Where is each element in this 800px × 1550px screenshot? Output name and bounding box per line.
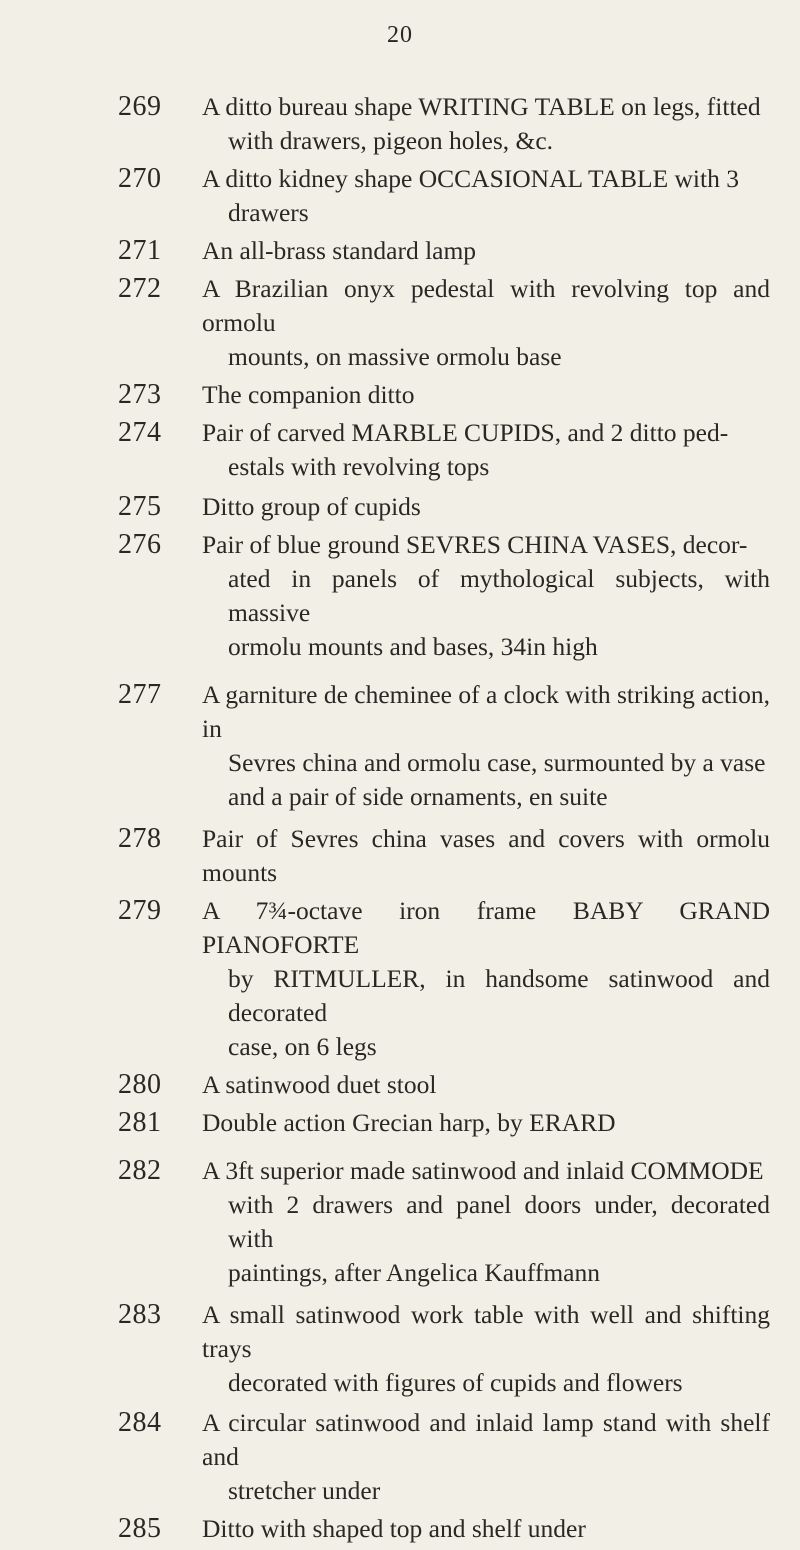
lot-description-line: A ditto kidney shape OCCASIONAL TABLE with 3 — [202, 164, 739, 193]
lot-entry — [0, 678, 800, 814]
lot-description-line: Double action Grecian harp, by ERARD — [202, 1108, 616, 1137]
lot-description-line: and a pair of side ornaments, en suite — [228, 782, 608, 811]
lot-entry — [0, 90, 800, 158]
lot-description — [202, 1068, 770, 1102]
lot-number: 283 — [118, 1299, 162, 1330]
lot-description — [202, 1298, 770, 1400]
lot-description-line: drawers — [228, 198, 309, 227]
lot-description — [202, 90, 770, 158]
lot-description — [202, 894, 770, 1064]
lot-description-line: Ditto group of cupids — [202, 492, 421, 521]
lot-description-line: A 7¾-octave iron frame BABY GRAND PIANOFORTE — [202, 896, 770, 959]
lot-number: 269 — [118, 91, 162, 122]
lot-number: 279 — [118, 895, 162, 926]
lot-number: 278 — [118, 823, 162, 854]
lot-description-line: A circular satinwood and inlaid lamp stand with shelf and — [202, 1408, 770, 1471]
lot-number: 274 — [118, 417, 162, 448]
lot-description-line: with drawers, pigeon holes, &c. — [228, 126, 554, 155]
lot-entry — [0, 822, 800, 890]
lot-description-line: stretcher under — [228, 1476, 381, 1505]
lot-description — [202, 822, 770, 890]
lot-description-line: with 2 drawers and panel doors under, decorated with — [228, 1190, 770, 1253]
lot-description-line: case, on 6 legs — [228, 1032, 377, 1061]
lot-description-line: mounts, on massive ormolu base — [228, 342, 562, 371]
lot-entry — [0, 528, 800, 664]
lot-number: 280 — [118, 1069, 162, 1100]
lot-entry — [0, 1406, 800, 1508]
lot-description — [202, 416, 770, 484]
lot-entry — [0, 234, 800, 268]
lot-description-line: A small satinwood work table with well and shifting trays — [202, 1300, 770, 1363]
lot-entry — [0, 1154, 800, 1290]
lot-description — [202, 1406, 770, 1508]
lot-description-line: A garniture de cheminee of a clock with striking action, in — [202, 680, 770, 743]
lot-entry — [0, 1106, 800, 1140]
lot-number: 273 — [118, 379, 162, 410]
lot-description — [202, 1512, 770, 1546]
lot-description — [202, 528, 770, 664]
lot-description-line: estals with revolving tops — [228, 452, 490, 481]
lot-description — [202, 1154, 770, 1290]
lot-number: 271 — [118, 235, 162, 266]
lot-description-line: A ditto bureau shape WRITING TABLE on legs, fitted — [202, 92, 761, 121]
lot-entry — [0, 272, 800, 374]
lot-entry — [0, 378, 800, 412]
lot-description-line: ormolu mounts and bases, 34in high — [228, 632, 598, 661]
lot-number: 281 — [118, 1107, 162, 1138]
lot-description — [202, 272, 770, 374]
lot-description-line: An all-brass standard lamp — [202, 236, 477, 265]
lot-number: 282 — [118, 1155, 162, 1186]
lot-entry — [0, 1512, 800, 1546]
lot-description-line: decorated with figures of cupids and flowers — [228, 1368, 683, 1397]
lot-number: 277 — [118, 679, 162, 710]
page-number: 20 — [387, 22, 413, 48]
lot-entry — [0, 894, 800, 1064]
lot-description-line: by RITMULLER, in handsome satinwood and decorated — [228, 964, 770, 1027]
lot-description — [202, 234, 770, 268]
lot-description — [202, 490, 770, 524]
lot-description-line: A 3ft superior made satinwood and inlaid COMMODE — [202, 1156, 764, 1185]
lot-description — [202, 1106, 770, 1140]
lot-description-line: A Brazilian onyx pedestal with revolving top and ormolu — [202, 274, 770, 337]
lot-description-line: Sevres china and ormolu case, surmounted by a vase — [228, 748, 766, 777]
lot-number: 285 — [118, 1513, 162, 1544]
lot-description-line: Pair of blue ground SEVRES CHINA VASES, decor- — [202, 530, 748, 559]
lot-description-line: Pair of Sevres china vases and covers with ormolu mounts — [202, 824, 770, 887]
lot-entry — [0, 416, 800, 484]
lot-list — [0, 90, 800, 1550]
lot-entry — [0, 1298, 800, 1400]
lot-number: 275 — [118, 491, 162, 522]
lot-description — [202, 378, 770, 412]
lot-description — [202, 162, 770, 230]
lot-number: 276 — [118, 529, 162, 560]
lot-description-line: A satinwood duet stool — [202, 1070, 437, 1099]
lot-number: 284 — [118, 1407, 162, 1438]
lot-description-line: Ditto with shaped top and shelf under — [202, 1514, 586, 1543]
lot-entry — [0, 162, 800, 230]
lot-entry — [0, 1068, 800, 1102]
lot-number: 272 — [118, 273, 162, 304]
lot-description-line: paintings, after Angelica Kauffmann — [228, 1258, 600, 1287]
lot-number: 270 — [118, 163, 162, 194]
lot-description — [202, 678, 770, 814]
lot-description-line: The companion ditto — [202, 380, 415, 409]
lot-description-line: Pair of carved MARBLE CUPIDS, and 2 ditto ped- — [202, 418, 729, 447]
lot-entry — [0, 490, 800, 524]
lot-description-line: ated in panels of mythological subjects, with massive — [228, 564, 770, 627]
